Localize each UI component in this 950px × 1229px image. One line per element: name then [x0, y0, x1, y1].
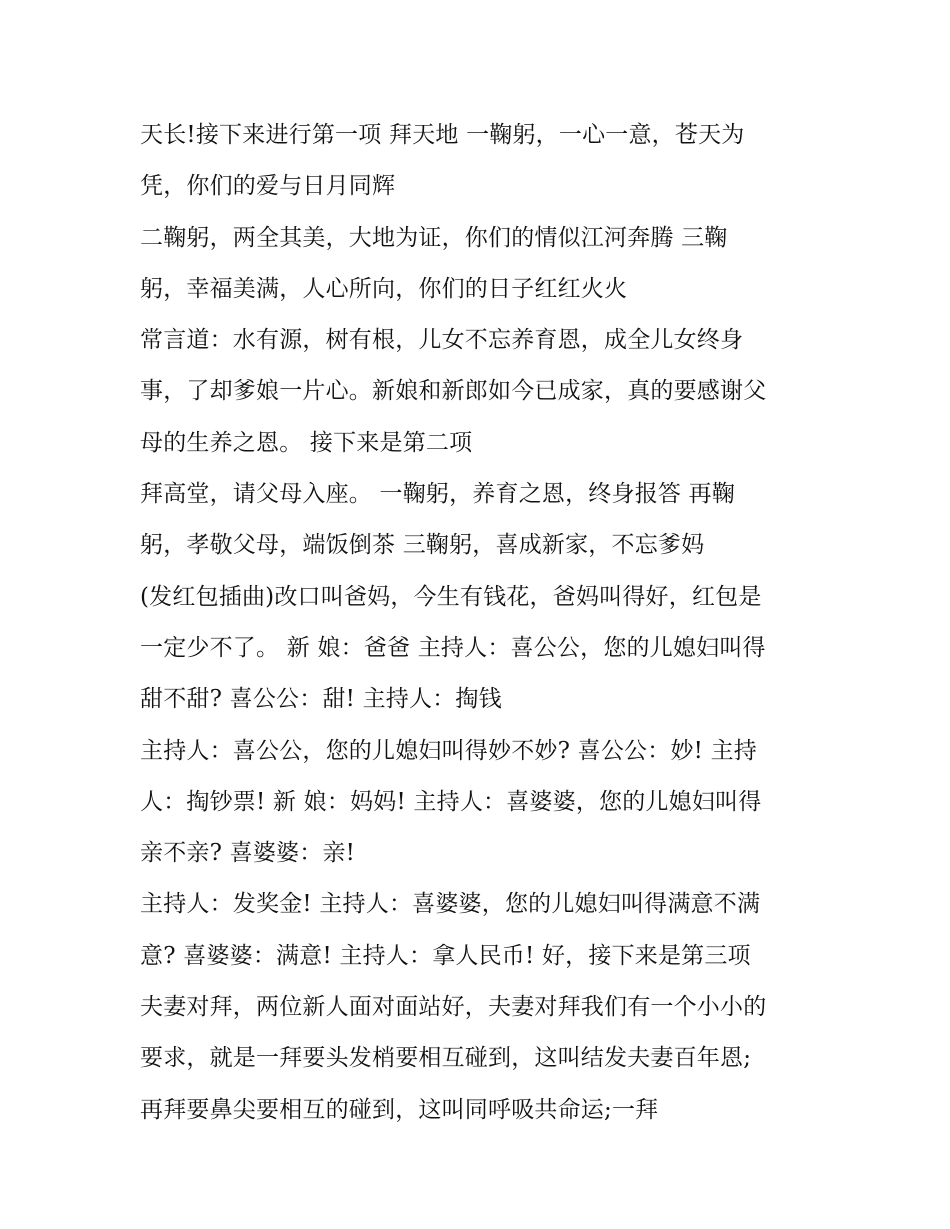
text-line: 再拜要鼻尖要相互的碰到，这叫同呼吸共命运;一拜 — [140, 1096, 659, 1123]
text-line: 拜高堂，请父母入座。 一鞠躬，养育之恩，终身报答 再鞠 — [140, 481, 736, 508]
text-line: 主持人：喜公公，您的儿媳妇叫得妙不妙? 喜公公：妙! 主持 — [140, 737, 757, 764]
text-line: 躬，孝敬父母，端饭倒茶 三鞠躬，喜成新家，不忘爹妈 — [140, 532, 705, 559]
text-line: 亲不亲? 喜婆婆：亲! — [140, 840, 356, 867]
text-line: 意? 喜婆婆：满意! 主持人：拿人民币! 好，接下来是第三项 — [140, 942, 751, 969]
body-text — [140, 110, 840, 1136]
text-line: 甜不甜? 喜公公：甜! 主持人：掏钱 — [140, 686, 502, 713]
text-line: 躬，幸福美满，人心所向，你们的日子红红火火 — [140, 275, 628, 302]
text-line: 常言道：水有源，树有根，儿女不忘养育恩，成全儿女终身 — [140, 327, 744, 354]
text-line: (发红包插曲)改口叫爸妈，今生有钱花，爸妈叫得好，红包是 — [140, 583, 762, 610]
text-line: 凭，你们的爱与日月同辉 — [140, 173, 396, 200]
text-line: 母的生养之恩。 接下来是第二项 — [140, 429, 473, 456]
text-line: 一定少不了。 新 娘：爸爸 主持人：喜公公，您的儿媳妇叫得 — [140, 634, 766, 661]
text-line: 天长!接下来进行第一项 拜天地 一鞠躬，一心一意，苍天为 — [140, 122, 745, 148]
text-line: 主持人：发奖金! 主持人：喜婆婆，您的儿媳妇叫得满意不满 — [140, 891, 761, 918]
text-line: 二鞠躬，两全其美，大地为证，你们的情似江河奔腾 三鞠 — [140, 224, 728, 251]
text-line: 人：掏钞票! 新 娘：妈妈! 主持人：喜婆婆，您的儿媳妇叫得 — [140, 788, 762, 815]
text-line: 夫妻对拜，两位新人面对面站好，夫妻对拜我们有一个小小的 — [140, 994, 767, 1021]
text-line: 要求，就是一拜要头发梢要相互碰到，这叫结发夫妻百年恩; — [140, 1045, 752, 1072]
text-line: 事，了却爹娘一片心。新娘和新郎如今已成家，真的要感谢父 — [140, 378, 767, 405]
